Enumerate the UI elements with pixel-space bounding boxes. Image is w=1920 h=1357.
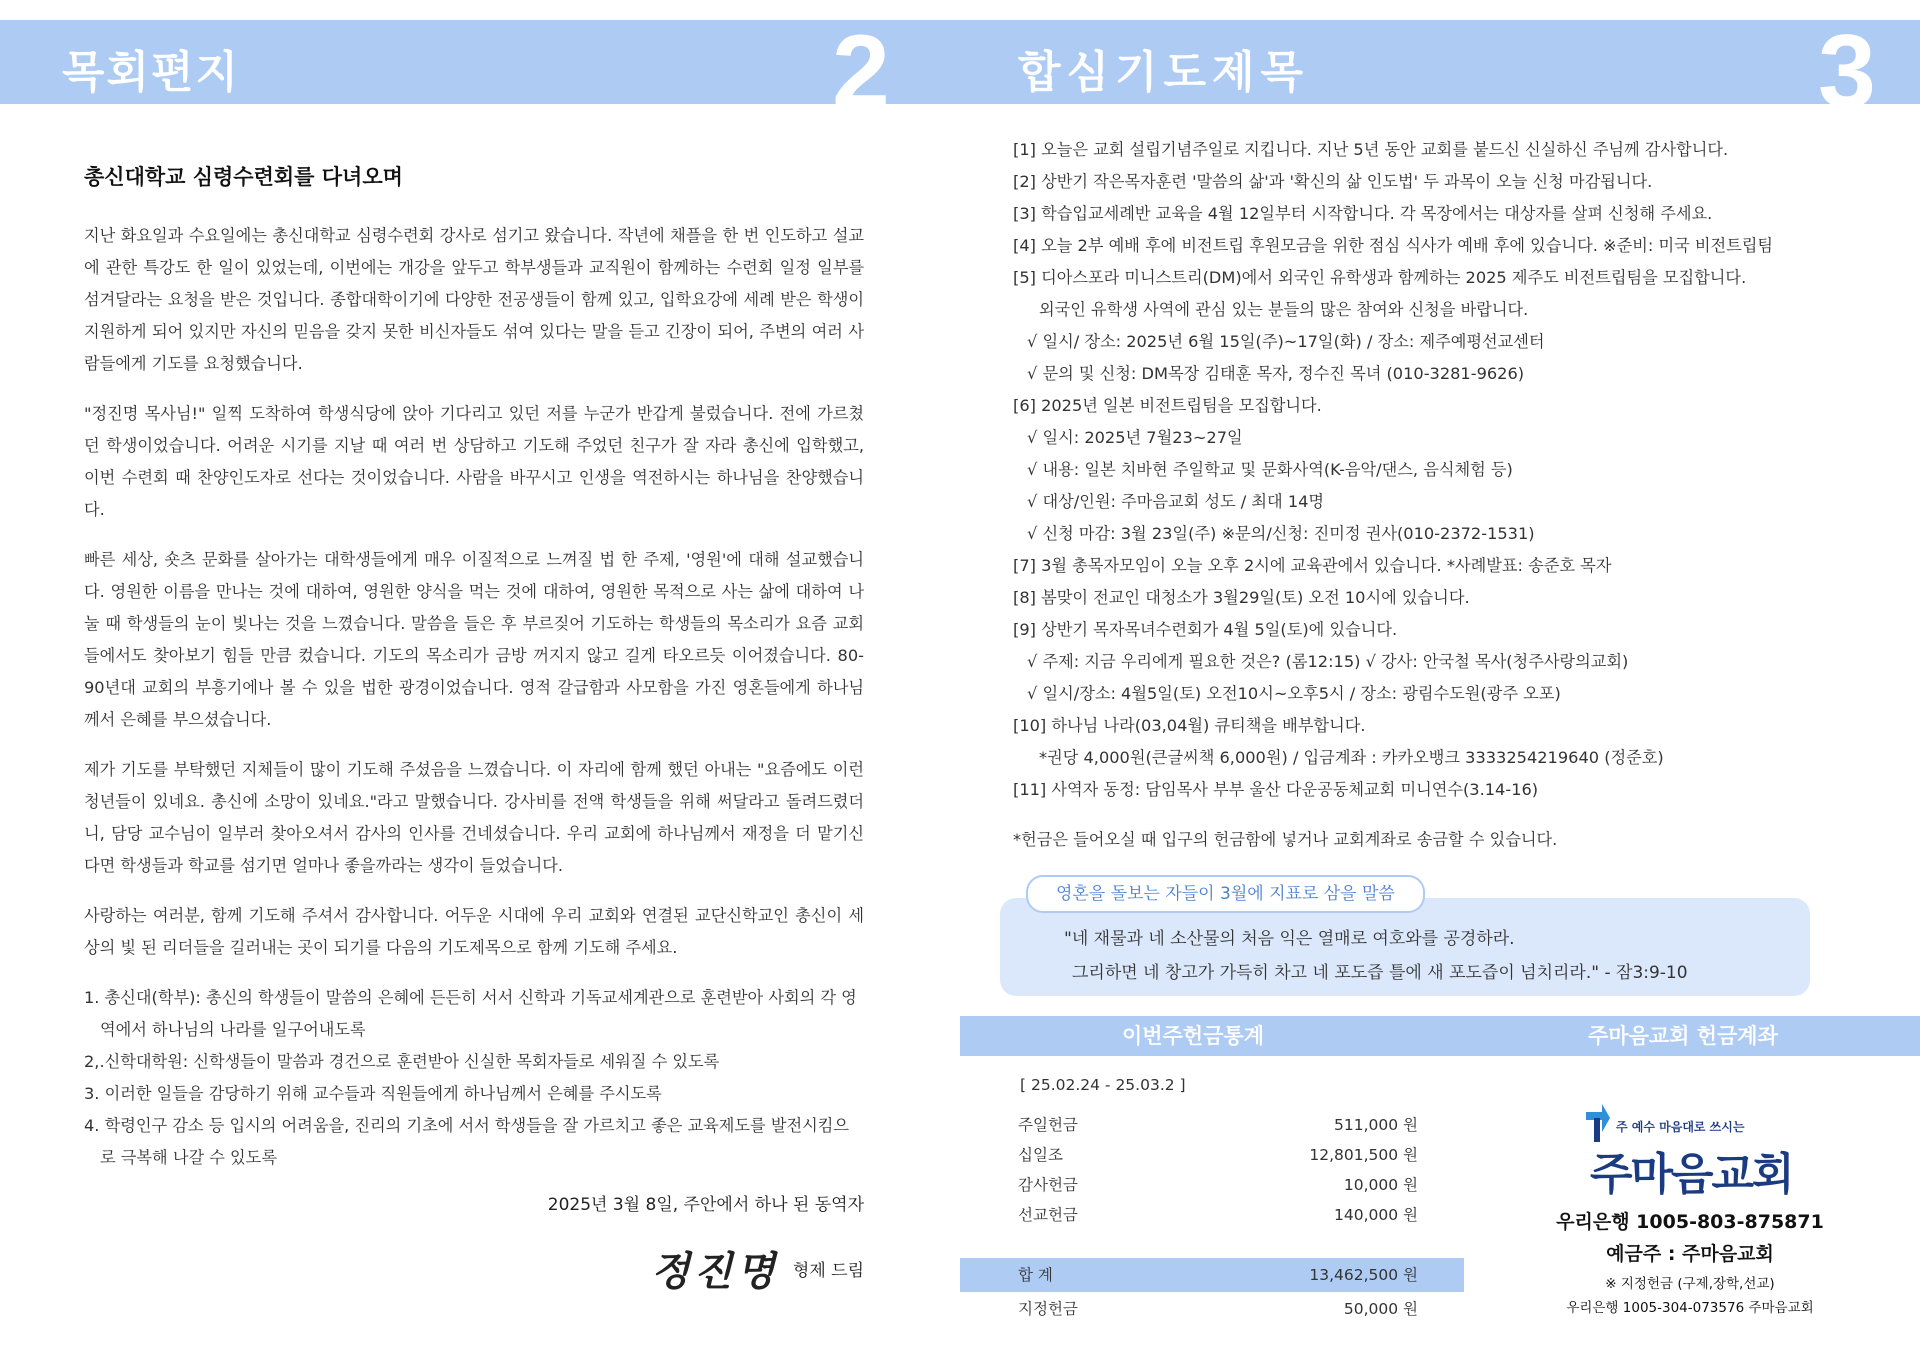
letter-title: 총신대학교 심령수련회를 다녀오며 bbox=[84, 165, 403, 189]
prayer-line: [1] 오늘은 교회 설립기념주일로 지킵니다. 지난 5년 동안 교회를 붙드신 신실하신 주님께 감사합니다. bbox=[1013, 140, 1729, 159]
verse-line: 그리하면 네 창고가 가득히 차고 네 포도즙 틀에 새 포도즙이 넘치리라." - 잠3:9-10 bbox=[1072, 963, 1688, 983]
designated-account: 우리은행 1005-304-073576 주마음교회 bbox=[1566, 1300, 1814, 1316]
prayer-line: [2] 상반기 작은목자훈련 '말씀의 삶'과 '확신의 삶 인도법' 두 과목이 오늘 신청 마감됩니다. bbox=[1013, 172, 1653, 191]
list-item: 4. 학령인구 감소 등 입시의 어려움을, 진리의 기초에 서서 학생들을 잘 가르치고 좋은 교육제도를 발전시킴으로 극복해 나갈 수 있도록 bbox=[84, 1116, 850, 1167]
offering-label: 주일헌금 bbox=[1018, 1116, 1078, 1134]
prayer-line: √ 주제: 지금 우리에게 필요한 것은? (롬12:15) √ 강사: 안국철 목사(청주사랑의교회) bbox=[1027, 652, 1629, 671]
prayer-line: [8] 봄맞이 전교인 대청소가 3월29일(토) 오전 10시에 있습니다. bbox=[1013, 588, 1470, 607]
designated-offering-row bbox=[1018, 1294, 1418, 1324]
offering-label: 선교헌금 bbox=[1018, 1206, 1078, 1224]
designated-note: ※ 지정헌금 (구제,장학,선교) bbox=[1605, 1276, 1775, 1292]
offering-stats-title: 이번주헌금통계 bbox=[1122, 1024, 1265, 1048]
offering-amount: 10,000 원 bbox=[1343, 1176, 1418, 1194]
table-row bbox=[1018, 1110, 1418, 1140]
prayer-line: √ 신청 마감: 3월 23일(주) ※문의/신청: 진미정 권사(010-2372-1531) bbox=[1027, 524, 1535, 543]
account-title: 주마음교회 헌금계좌 bbox=[1588, 1024, 1778, 1048]
table-row bbox=[1018, 1140, 1418, 1170]
offering-period: [ 25.02.24 - 25.03.2 ] bbox=[1020, 1076, 1186, 1094]
offering-label: 감사헌금 bbox=[1018, 1176, 1078, 1194]
logo-tagline: 주 예수 마음대로 쓰시는 bbox=[1616, 1120, 1745, 1134]
offering-amount: 140,000 원 bbox=[1334, 1206, 1418, 1224]
signature-suffix: 형제 드림 bbox=[792, 1261, 864, 1281]
verse-tag: 영혼을 돌보는 자들이 3월에 지표로 삼을 말씀 bbox=[1026, 875, 1425, 913]
total-amount: 13,462,500 원 bbox=[1309, 1266, 1418, 1284]
letter-paragraph: 사랑하는 여러분, 함께 기도해 주셔서 감사합니다. 어두운 시대에 우리 교회와 연결된 교단신학교인 총신이 세상의 빛 된 리더들을 길러내는 곳이 되기를 다음의 기도제목으로 함께 기도해 주세요. bbox=[84, 906, 864, 957]
prayer-line: 외국인 유학생 사역에 관심 있는 분들의 많은 참여와 신청을 바랍니다. bbox=[1039, 300, 1529, 319]
designated-amount: 50,000 원 bbox=[1343, 1300, 1418, 1318]
right-page-title: 합심기도제목 bbox=[1018, 47, 1310, 98]
left-page-title: 목회편지 bbox=[62, 47, 241, 98]
signature-name: 정진명 bbox=[650, 1248, 779, 1295]
prayer-line: *권당 4,000원(큰글씨책 6,000원) / 입금계좌 : 카카오뱅크 3333254219640 (정준호) bbox=[1039, 748, 1664, 767]
offering-amount: 12,801,500 원 bbox=[1309, 1146, 1418, 1164]
church-logo bbox=[1580, 1104, 1800, 1200]
right-page-header bbox=[960, 14, 1920, 130]
prayer-line: [4] 오늘 2부 예배 후에 비전트립 후원모금을 위한 점심 식사가 예배 후에 있습니다. ※준비: 미국 비전트립팀 bbox=[1013, 236, 1774, 255]
account-holder: 예금주 : 주마음교회 bbox=[1606, 1243, 1774, 1265]
offering-table bbox=[1018, 1110, 1418, 1230]
prayer-line: √ 문의 및 신청: DM목장 김태훈 목자, 정수진 목녀 (010-3281-9626) bbox=[1027, 364, 1525, 383]
bank-account: 우리은행 1005-803-875871 bbox=[1556, 1211, 1824, 1233]
letter-signature-block bbox=[84, 1240, 864, 1297]
prayer-line: [11] 사역자 동정: 담임목사 부부 울산 다운공동체교회 미니연수(3.14-16) bbox=[1013, 780, 1539, 799]
offering-amount: 511,000 원 bbox=[1334, 1116, 1418, 1134]
offering-label: 십일조 bbox=[1018, 1146, 1063, 1164]
left-page-header bbox=[0, 14, 960, 130]
prayer-line: [6] 2025년 일본 비전트립팀을 모집합니다. bbox=[1013, 396, 1322, 415]
left-page-number: 2 bbox=[832, 14, 890, 130]
pastoral-letter bbox=[84, 160, 864, 1174]
list-item: 3. 이러한 일들을 감당하기 위해 교수들과 직원들에게 하나님께서 은혜를 주시도록 bbox=[84, 1084, 662, 1103]
letter-date-line: 2025년 3월 8일, 주안에서 하나 된 동역자 bbox=[547, 1195, 864, 1215]
offering-total-row bbox=[960, 1258, 1464, 1292]
table-row bbox=[1018, 1170, 1418, 1200]
verse-line: "네 재물과 네 소산물의 처음 익은 열매로 여호와를 공경하라. bbox=[1064, 929, 1515, 949]
table-row bbox=[1018, 1200, 1418, 1230]
offering-note: *헌금은 들어오실 때 입구의 헌금함에 넣거나 교회계좌로 송금할 수 있습니다. bbox=[1013, 830, 1558, 849]
finance-header-bar bbox=[960, 1016, 1920, 1056]
logo-name: 주마음교회 bbox=[1590, 1149, 1793, 1200]
prayer-line: √ 일시: 2025년 7월23~27일 bbox=[1027, 428, 1243, 447]
prayer-line: [3] 학습입교세례반 교육을 4월 12일부터 시작합니다. 각 목장에서는 대상자를 살펴 신청해 주세요. bbox=[1013, 204, 1713, 223]
prayer-line: √ 내용: 일본 치바현 주일학교 및 문화사역(K-음악/댄스, 음식체험 등) bbox=[1027, 460, 1513, 479]
prayer-line: [9] 상반기 목자목녀수련회가 4월 5일(토)에 있습니다. bbox=[1013, 620, 1398, 639]
prayer-line: [7] 3월 총목자모임이 오늘 오후 2시에 교육관에서 있습니다. *사례발표: 송준호 목자 bbox=[1013, 556, 1612, 575]
right-page-number: 3 bbox=[1818, 14, 1876, 130]
prayer-line: √ 일시/장소: 4월5일(토) 오전10시~오후5시 / 장소: 광림수도원(광주 오포) bbox=[1027, 684, 1561, 703]
list-item: 2,.신학대학원: 신학생들이 말씀과 경건으로 훈련받아 신실한 목회자들로 세워질 수 있도록 bbox=[84, 1052, 720, 1071]
letter-prayer-list bbox=[84, 982, 864, 1174]
prayer-line: [10] 하나님 나라(03,04월) 큐티책을 배부합니다. bbox=[1013, 716, 1366, 735]
letter-paragraph: 지난 화요일과 수요일에는 총신대학교 심령수련회 강사로 섬기고 왔습니다. 작년에 채플을 한 번 인도하고 설교에 관한 특강도 한 일이 있었는데, 이번에는 개강을 앞두고 학부생들과 교직원이 함께하는 수련회 일정 일부를 섬겨달라는 요청을 받은 것입니다. 종합대학이기에 다양한 전공생들이 함께 있고, 입학요강에 세례 받은 학생이 지원하게 되어 있지만 자신의 믿음을 갖지 못한 비신자들도 섞여 있다는 말을 듣고 긴장이 되어, 주변의 여러 사람들에게 기도를 요청했습니다. bbox=[84, 226, 864, 373]
letter-paragraph: 빠른 세상, 숏츠 문화를 살아가는 대학생들에게 매우 이질적으로 느껴질 법 한 주제, '영원'에 대해 설교했습니다. 영원한 이름을 만나는 것에 대하여, 영원한 양식을 먹는 것에 대하여, 영원한 목적으로 사는 삶에 대하여 나눌 때 학생들의 눈이 빛나는 것을 느꼈습니다. 말씀을 들은 후 부르짖어 기도하는 학생들의 목소리가 요즘 교회들에서도 찾아보기 힘들 만큼 컸습니다. 기도의 목소리가 금방 꺼지지 않고 길게 타오르듯 이어졌습니다. 80-90년대 교회의 부흥기에나 볼 수 있을 법한 광경이었습니다. 영적 갈급함과 사모함을 가진 영혼들에게 하나님께서 은혜를 부으셨습니다. bbox=[84, 550, 864, 729]
designated-label: 지정헌금 bbox=[1018, 1300, 1078, 1318]
letter-paragraph: "정진명 목사님!" 일찍 도착하여 학생식당에 앉아 기다리고 있던 저를 누군가 반갑게 불렀습니다. 전에 가르쳤던 학생이었습니다. 어려운 시기를 지날 때 여러 번 상담하고 기도해 주었던 친구가 잘 자라 총신에 입학했고, 이번 수련회 때 찬양인도자로 선다는 것이었습니다. 사람을 바꾸시고 인생을 역전하시는 하나님을 찬양했습니다. bbox=[84, 404, 864, 519]
verse-text bbox=[1064, 922, 1688, 990]
prayer-topics-list bbox=[1013, 134, 1893, 806]
prayer-line: [5] 디아스포라 미니스트리(DM)에서 외국인 유학생과 함께하는 2025 제주도 비전트립팀을 모집합니다. bbox=[1013, 268, 1747, 287]
list-item: 1. 총신대(학부): 총신의 학생들이 말씀의 은혜에 든든히 서서 신학과 기독교세계관으로 훈련받아 사회의 각 영역에서 하나님의 나라를 일구어내도록 bbox=[84, 988, 857, 1039]
total-label: 합 계 bbox=[1018, 1266, 1053, 1284]
prayer-line: √ 대상/인원: 주마음교회 성도 / 최대 14명 bbox=[1027, 492, 1325, 511]
letter-paragraph: 제가 기도를 부탁했던 지체들이 많이 기도해 주셨음을 느꼈습니다. 이 자리에 함께 했던 아내는 "요즘에도 이런 청년들이 있네요. 총신에 소망이 있네요."라고 말했습니다. 강사비를 전액 학생들을 위해 써달라고 돌려드렸더니, 담당 교수님이 일부러 찾아오셔서 감사의 인사를 건네셨습니다. 우리 교회에 하나님께서 재정을 더 맡기신다면 학생들과 학교를 섬기면 얼마나 좋을까라는 생각이 들었습니다. bbox=[84, 760, 864, 875]
prayer-line: √ 일시/ 장소: 2025년 6월 15일(주)~17일(화) / 장소: 제주예평선교센터 bbox=[1027, 332, 1545, 351]
